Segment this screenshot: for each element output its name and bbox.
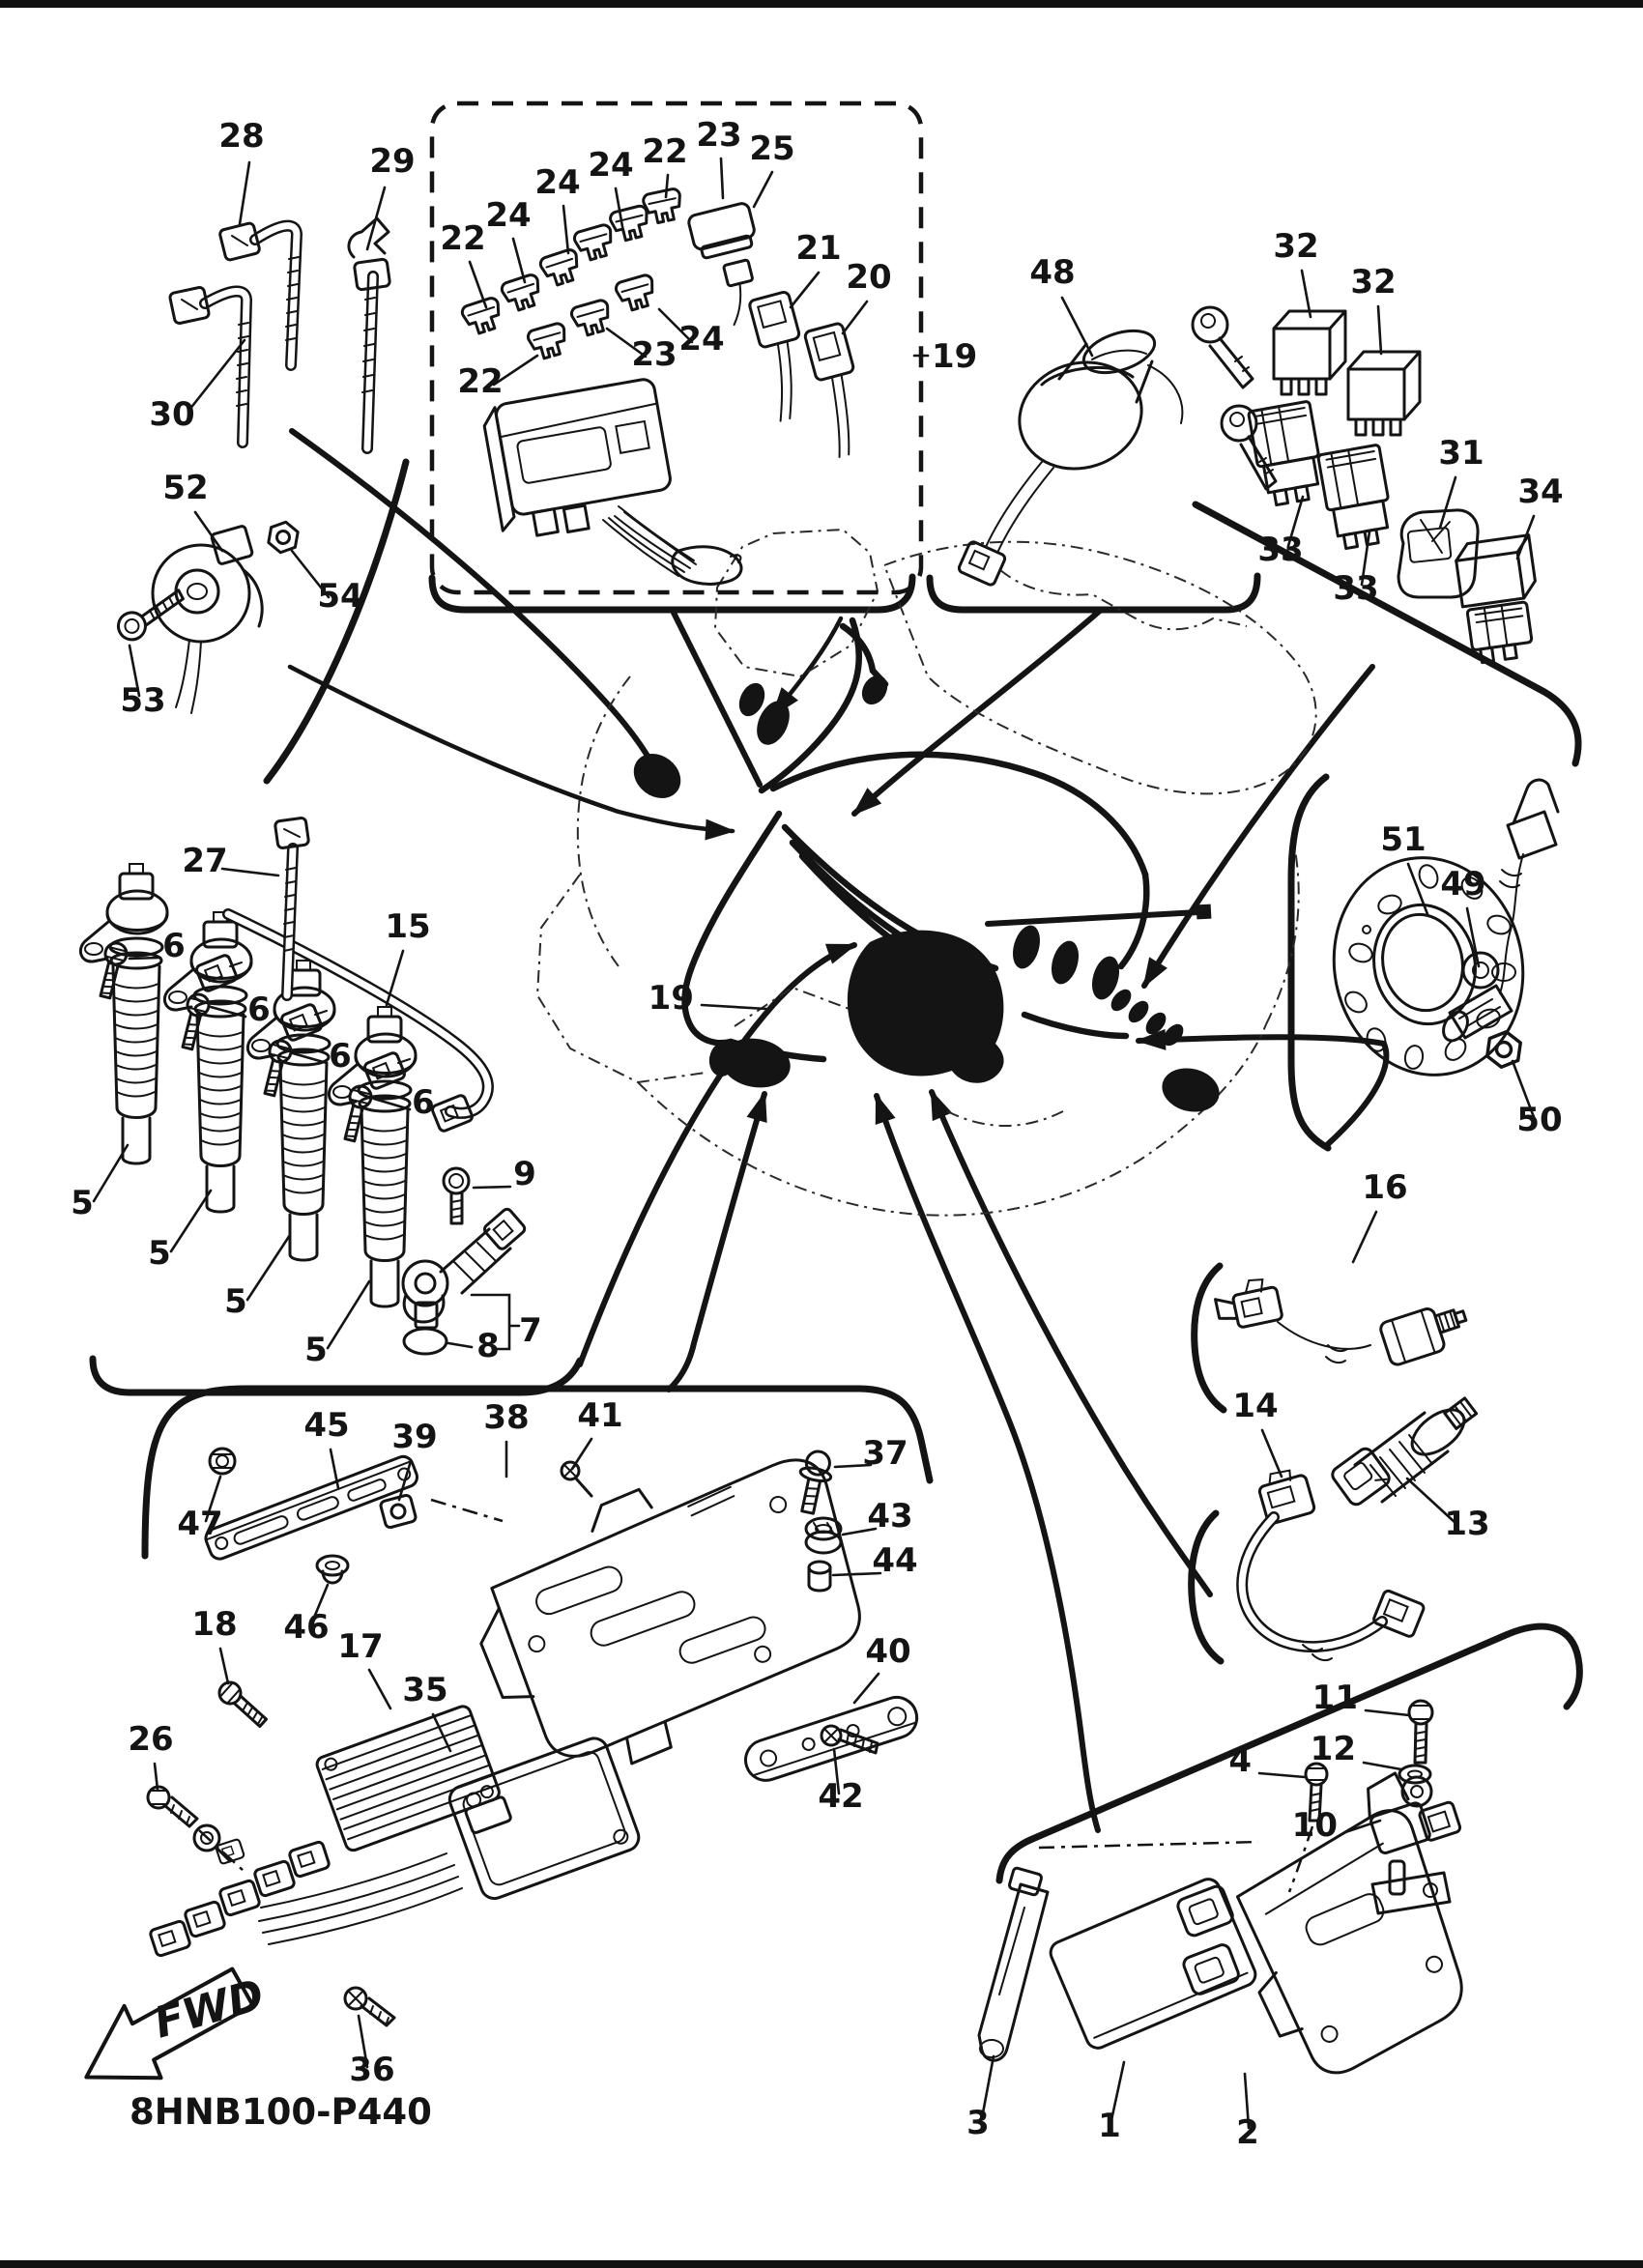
callout-leader-18-52 [220, 1649, 228, 1683]
callout-leader-25-9 [754, 172, 772, 207]
callout-label-14-44: 14 [1232, 1387, 1279, 1425]
callout-label-38-48: 38 [483, 1398, 530, 1437]
callout-label-6-30: 6 [329, 1037, 352, 1076]
o-ring-8 [404, 1329, 447, 1354]
callout-leader-17-53 [369, 1670, 390, 1708]
bolt-37 [793, 1449, 836, 1515]
fwd-arrow-label: FWD [149, 1969, 270, 2049]
bracket-2 [1201, 1772, 1497, 2090]
callout-leader-20-11 [843, 301, 867, 333]
callout-label-47-50: 47 [177, 1505, 223, 1543]
callout-leader-6-28 [130, 958, 160, 959]
callout-label-26-55: 26 [128, 1720, 174, 1759]
callout-label-9-36: 9 [513, 1155, 536, 1193]
callout-label-11-62: 11 [1312, 1679, 1358, 1717]
screw-41 [562, 1462, 591, 1496]
horn-nut-54 [267, 520, 299, 555]
callout-leader-19-39 [702, 1005, 766, 1009]
ecu-wires [150, 1839, 462, 1957]
callout-leader-40-59 [854, 1674, 879, 1703]
callout-leader-21-10 [791, 273, 819, 307]
callout-label-24-4: 24 [485, 196, 532, 235]
callout-leader-32-18 [1378, 306, 1381, 354]
callout-label-16-43: 16 [1362, 1168, 1408, 1207]
fwd-arrow [69, 1963, 277, 2097]
callout-leader-5-35 [328, 1281, 369, 1348]
callout-label-19-39: 19 [648, 979, 694, 1018]
callout-label-5-35: 5 [304, 1331, 328, 1369]
callout-label-50-42: 50 [1516, 1101, 1563, 1139]
bolt-11 [1409, 1701, 1432, 1763]
callout-label-18-52: 18 [191, 1605, 238, 1644]
construction-line [431, 1500, 503, 1521]
relay-32b [1348, 352, 1420, 435]
callout-label-34-22: 34 [1517, 473, 1564, 511]
callout-label-20-11: 20 [846, 258, 892, 297]
callout-leader-22-3 [470, 262, 486, 307]
callout-label-52-23: 52 [162, 469, 209, 507]
callout-leader-14-44 [1262, 1430, 1282, 1477]
callout-label-35-54: 35 [402, 1671, 448, 1709]
callout-label-4-64: 4 [1228, 1741, 1252, 1780]
callout-label-43-57: 43 [867, 1497, 913, 1536]
stay-45 [203, 1453, 419, 1562]
relay-32a [1274, 311, 1345, 394]
callout-label-51-40: 51 [1380, 820, 1427, 859]
nut-47 [210, 1449, 235, 1474]
bolt-26 [148, 1787, 244, 1871]
main-fuse-25 [687, 202, 775, 330]
callout-label-2-68: 2 [1236, 2113, 1259, 2152]
callout-label-22-12: 22 [457, 362, 504, 401]
horn-52 [153, 526, 262, 713]
callout-label-21-10: 21 [795, 229, 842, 268]
callout-label-25-9: 25 [749, 129, 795, 168]
callout-label-53-25: 53 [120, 681, 166, 720]
callout-leader-6-31 [374, 1099, 410, 1109]
callout-label-41-49: 41 [577, 1396, 623, 1435]
callout-label-24-6: 24 [588, 146, 634, 185]
callout-label-5-34: 5 [224, 1282, 247, 1321]
callout-label-45-46: 45 [303, 1406, 350, 1445]
callout-label-12-63: 12 [1310, 1730, 1356, 1768]
callout-leader-31-21 [1440, 477, 1456, 528]
callout-leader-39-47 [399, 1461, 411, 1500]
group-braces [93, 462, 1579, 1880]
callout-leader-22-7 [666, 175, 668, 197]
callout-leader-27-26 [222, 869, 278, 876]
scan-edge-bottom [0, 2260, 1643, 2268]
callout-leader-5-32 [94, 1145, 128, 1201]
callout-leader-24-4 [513, 239, 525, 282]
coil-bolt-6b [177, 992, 211, 1051]
callout-leader-48-16 [1062, 298, 1092, 356]
callout-leader-35-54 [433, 1714, 450, 1751]
callout-leader-5-34 [247, 1235, 290, 1300]
callout-label-10-65: 10 [1291, 1806, 1338, 1845]
relay-assy-34 [1454, 535, 1544, 665]
callout-leader-4-64 [1259, 1773, 1305, 1777]
callout-label-27-26: 27 [182, 842, 228, 880]
callout-leader-16-43 [1353, 1212, 1376, 1262]
callout-leader-28-0 [240, 162, 249, 224]
cable-tie-29 [349, 218, 390, 448]
callout-label-42-60: 42 [818, 1777, 864, 1816]
stay-40 [740, 1692, 922, 1786]
callout-label-39-47: 39 [391, 1418, 438, 1456]
key-a [1193, 307, 1253, 388]
callout-label-19-15: 19 [932, 337, 978, 376]
callout-label-6-28: 6 [162, 927, 186, 965]
callout-leader-29-1 [367, 187, 385, 249]
fuse-holder-20 [804, 323, 875, 458]
connector-14 [1242, 1465, 1425, 1660]
callout-label-5-33: 5 [148, 1234, 171, 1273]
cable-tie-27 [274, 818, 309, 995]
switch-16 [1213, 1276, 1473, 1366]
relay-socket-33b [1318, 445, 1396, 551]
callout-label-15-27: 15 [385, 907, 431, 946]
callout-leader-24-5 [563, 206, 568, 253]
screw-36 [345, 1988, 394, 2025]
ignition-coils [80, 864, 416, 1306]
callout-label-23-13: 23 [631, 335, 677, 374]
callout-label-22-3: 22 [440, 219, 486, 258]
callout-label-7-37: 7 [519, 1311, 542, 1350]
fuse-box [481, 378, 677, 543]
callout-label-24-14: 24 [678, 320, 725, 359]
callout-label-6-31: 6 [412, 1083, 435, 1122]
coil-bolt-6c [259, 1039, 293, 1098]
callout-label-32-18: 32 [1350, 263, 1397, 301]
callout-leader-26-55 [155, 1764, 158, 1790]
callout-label-6-29: 6 [247, 990, 271, 1029]
callout-label-44-58: 44 [872, 1541, 918, 1580]
callout-leader-12-63 [1364, 1763, 1401, 1769]
main-switch-48 [958, 307, 1276, 587]
callout-label-33-19: 33 [1257, 531, 1304, 569]
collar-44 [809, 1562, 830, 1591]
callout-label-40-59: 40 [865, 1632, 911, 1671]
drawing-code: 8HNB100-P440 [130, 2091, 432, 2133]
callout-leader-11-62 [1366, 1710, 1409, 1715]
callout-label-30-2: 30 [149, 395, 195, 434]
callout-leader-30-2 [189, 340, 245, 410]
callout-leader-23-8 [721, 158, 723, 198]
callout-label-46-51: 46 [283, 1608, 330, 1647]
callout-label-48-16: 48 [1029, 253, 1076, 292]
callout-leader-5-33 [171, 1191, 211, 1251]
callout-label-22-7: 22 [642, 132, 688, 171]
callout-label-17-53: 17 [337, 1627, 384, 1666]
washer-12 [1399, 1766, 1430, 1783]
callout-label-31-21: 31 [1438, 434, 1484, 473]
callout-label-13-45: 13 [1444, 1505, 1490, 1543]
pointer-curves [290, 431, 1386, 1830]
callout-label-33-20: 33 [1333, 569, 1379, 608]
callout-leader-9-36 [474, 1187, 510, 1188]
callout-label-5-32: 5 [71, 1184, 94, 1222]
pickup-sensor-49 [1438, 780, 1558, 1045]
callout-leader-6-30 [293, 1053, 327, 1063]
callout-label-49-41: 49 [1440, 865, 1486, 904]
callout-leader-41-49 [572, 1439, 591, 1469]
callout-label-24-5: 24 [534, 163, 581, 202]
sensor-7-group [403, 1168, 527, 1354]
band-3 [979, 1867, 1048, 2060]
center-line [1039, 1842, 1258, 1848]
callout-label-37-56: 37 [862, 1434, 908, 1473]
callout-label-54-24: 54 [317, 577, 363, 616]
grommet-46 [317, 1556, 348, 1583]
scan-edge-top [0, 0, 1643, 8]
bracket-38 [450, 1428, 894, 1797]
callout-label-29-1: 29 [369, 142, 416, 181]
ecu-1 [1047, 1875, 1261, 2052]
callout-leader-8-38 [448, 1343, 472, 1347]
callout-label-28-0: 28 [218, 117, 265, 156]
connector-31 [1398, 510, 1478, 597]
callout-label-32-17: 32 [1273, 227, 1319, 266]
oil-pressure-switch-13 [1330, 1398, 1477, 1507]
sensor-10 [1369, 1777, 1461, 1913]
callout-label-36-61: 36 [349, 2051, 395, 2089]
frame-sketch [537, 530, 1316, 1216]
callout-label-23-8: 23 [696, 116, 742, 155]
callout-label-8-38: 8 [476, 1327, 500, 1365]
callout-label-1-67: 1 [1098, 2107, 1121, 2145]
callout-label-3-66: 3 [966, 2104, 990, 2142]
bolt-18 [215, 1678, 270, 1730]
coil-bolt-6d [339, 1084, 373, 1143]
